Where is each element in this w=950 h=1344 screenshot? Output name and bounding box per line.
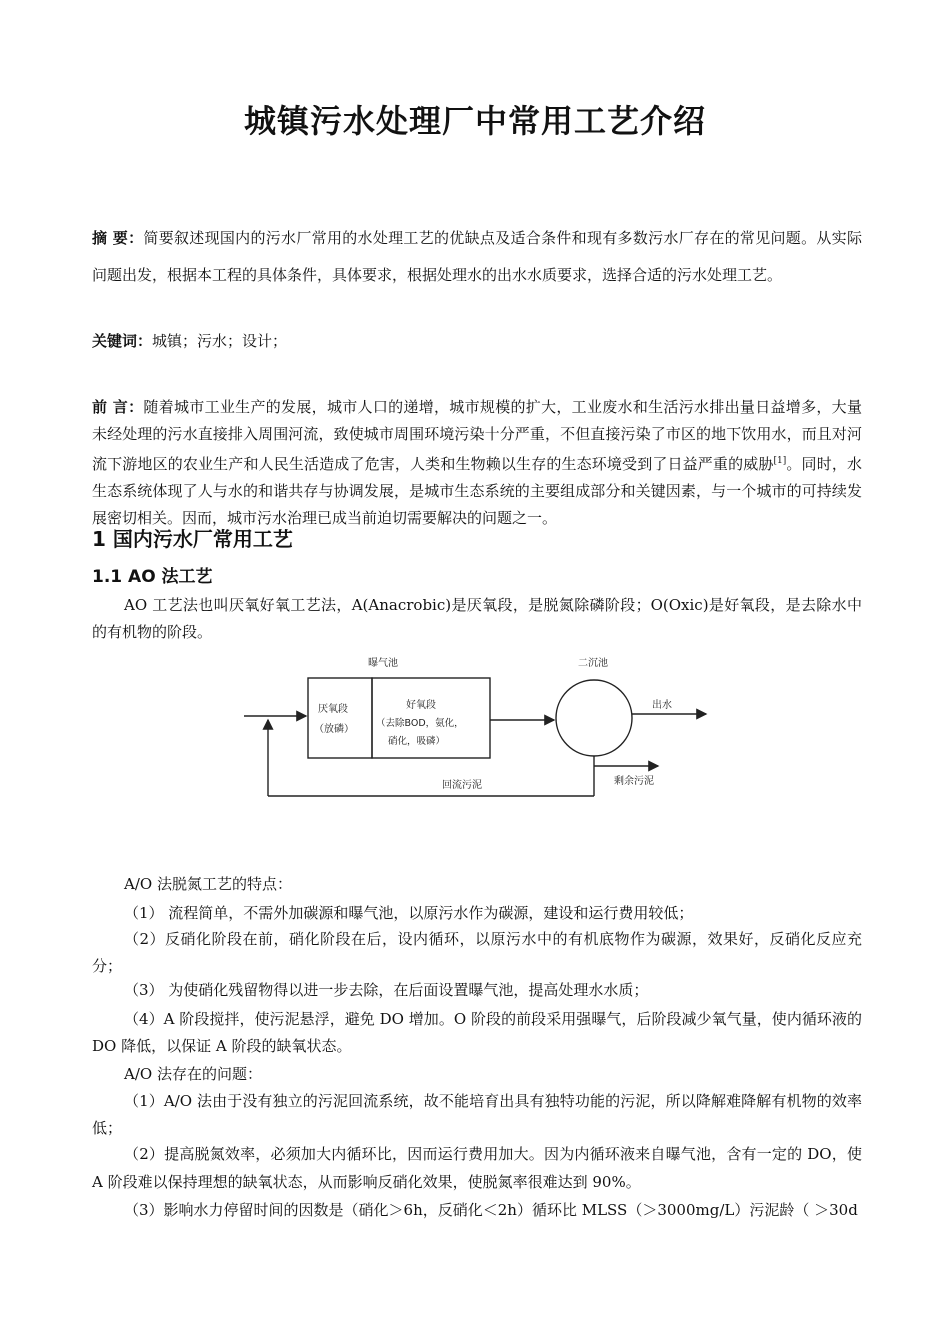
problem-3: （3）影响水力停留时间的因数是（硝化＞6h，反硝化＜2h）循环比 MLSS（＞3000mg/L）污泥龄（ ＞30d [124, 1201, 858, 1219]
ao-process-diagram [238, 642, 712, 800]
keywords-label: 关键词： [92, 332, 153, 350]
label-anaerobic-zone: 厌氧段 [318, 704, 348, 715]
preface-text-a: 随着城市工业生产的发展，城市人口的递增，城市规模的扩大，工业废水和生活污水排出量日益增多，大量未经处理的污水直接排入周围河流，致使城市周围环境污染十分严重，不但直接污染了市区的地下饮用水，而且对河流下游地区的农业生产和人民生活造成了危害，人类和生物赖以生存的生态环境受到了日益严重的威胁 [92, 398, 862, 473]
label-aeration-tank: 曝气池 [368, 658, 398, 669]
label-secondary-clarifier: 二沉池 [578, 658, 608, 669]
keywords-text: 城镇；污水；设计； [152, 332, 288, 350]
citation-ref: [1] [773, 456, 787, 466]
feature-3: （3） 为使硝化残留物得以进一步去除，在后面设置曝气池，提高处理水水质； [124, 981, 649, 999]
feature-1: （1） 流程简单，不需外加碳源和曝气池，以原污水作为碳源，建设和运行费用较低； [124, 904, 694, 922]
page-title: 城镇污水处理厂中常用工艺介绍 [243, 102, 706, 140]
feature-4: （4）A 阶段搅拌，使污泥悬浮，避免 DO 增加。O 阶段的前段采用强曝气，后阶段减少氧气量，使内循环液的 DO 降低，以保证 A 阶段的缺氧状态。 [92, 1010, 862, 1055]
preface-text-b: 。同时，水生态系统体现了人与水的和谐共存与协调发展，是城市生态系统的主要组成部分和关键因素，与一个城市的可持续发展密切相关。因而，城市污水治理已成当前迫切需要解决的问题之一。 [92, 455, 862, 527]
abstract-label: 摘 要： [92, 229, 144, 247]
abstract-paragraph [92, 220, 862, 294]
section-heading-1-1: 1.1 AO 法工艺 [92, 567, 213, 587]
abstract-text: 简要叙述现国内的污水厂常用的水处理工艺的优缺点及适合条件和现有多数污水厂存在的常见问题。从实际问题出发，根据本工程的具体条件，具体要求，根据处理水的出水水质要求，选择合适的污水处理工艺。 [92, 229, 862, 284]
label-anaerobic-note: （放磷） [314, 724, 354, 735]
ao-intro-paragraph: AO 工艺法也叫厌氧好氧工艺法，A(Anacrobic)是厌氧段，是脱氮除磷阶段；O(Oxic)是好氧段，是去除水中的有机物的阶段。 [92, 596, 862, 641]
label-aerobic-zone: 好氧段 [406, 700, 436, 711]
problems-title: A/O 法存在的问题： [124, 1065, 262, 1083]
feature-2: （2）反硝化阶段在前，硝化阶段在后，设内循环，以原污水中的有机底物作为碳源，效果好，反硝化反应充分； [92, 930, 862, 975]
label-excess-sludge: 剩余污泥 [614, 776, 654, 787]
anaerobic-zone-box [308, 678, 372, 758]
label-return-sludge: 回流污泥 [442, 780, 482, 791]
preface-paragraph [92, 394, 862, 532]
secondary-clarifier-circle [556, 680, 632, 756]
keywords-paragraph [92, 330, 862, 352]
features-title: A/O 法脱氮工艺的特点： [124, 875, 292, 893]
label-aerobic-note-2: 硝化，吸磷） [388, 736, 446, 747]
label-effluent: 出水 [652, 700, 672, 711]
label-aerobic-note-1: （去除BOD，氨化， [376, 718, 464, 729]
problem-1: （1）A/O 法由于没有独立的污泥回流系统，故不能培育出具有独特功能的污泥，所以降解难降解有机物的效率低； [92, 1092, 862, 1137]
problem-2: （2）提高脱氮效率，必须加大内循环比，因而运行费用加大。因为内循环液来自曝气池，含有一定的 DO，使 A 阶段难以保持理想的缺氧状态，从而影响反硝化效果，使脱氮率很难达到 90%。 [92, 1145, 862, 1191]
section-heading-1: 1 国内污水厂常用工艺 [92, 527, 293, 551]
preface-label: 前 言： [92, 398, 144, 416]
